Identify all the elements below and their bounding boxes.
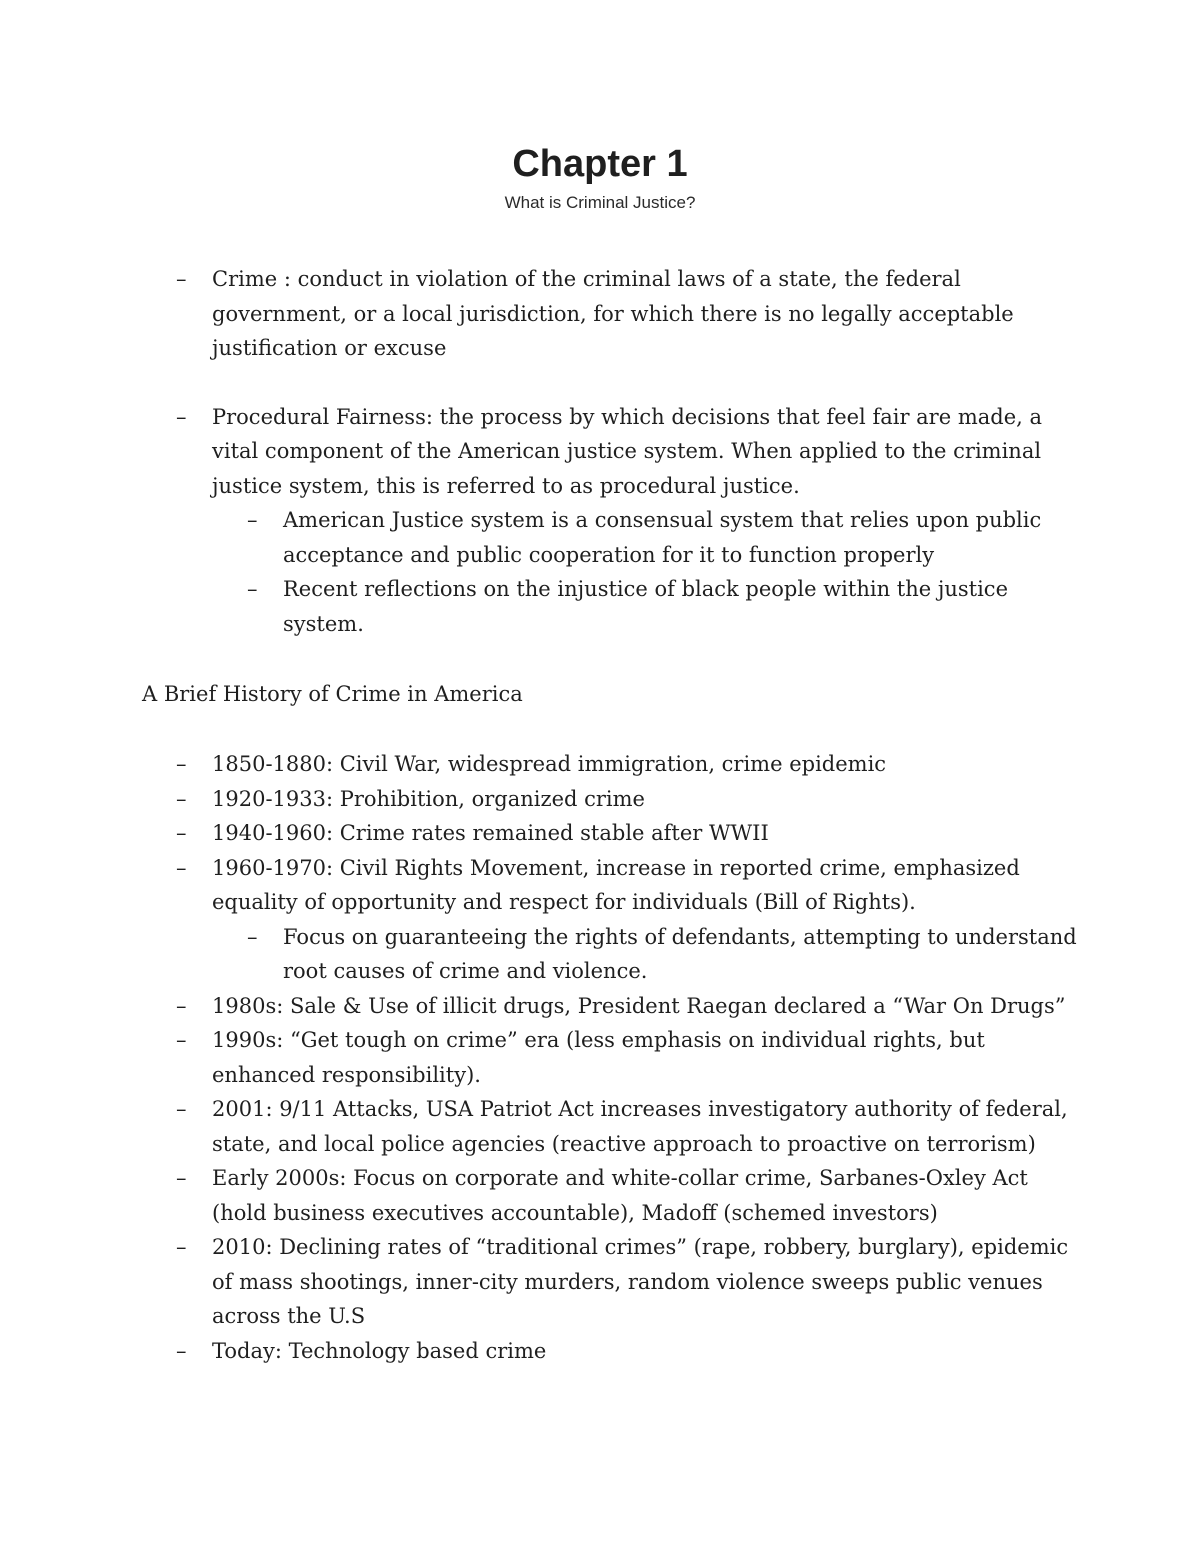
history-item (142, 782, 1082, 817)
definition-item-procedural-fairness (142, 400, 1082, 642)
chapter-title: Chapter 1 (512, 143, 688, 185)
history-item-text: Early 2000s: Focus on corporate and white-collar crime, Sarbanes-Oxley Act (hold business executives accountable), Madoff (schemed investors) (212, 1166, 1028, 1225)
history-item-text: Today: Technology based crime (212, 1338, 547, 1363)
definition-item-crime (142, 262, 1082, 366)
history-item (142, 816, 1082, 851)
history-item-text: 2001: 9/11 Attacks, USA Patriot Act increases investigatory authority of federal, state, and local police agencies (reactive approach to proactive on terrorism) (212, 1097, 1068, 1156)
history-item-text: 1980s: Sale & Use of illicit drugs, President Raegan declared a “War On Drugs” (212, 993, 1066, 1018)
history-item-text: 1960-1970: Civil Rights Movement, increase in reported crime, emphasized equality of opportunity and respect for individuals (Bill of Rights). (212, 855, 1020, 914)
history-list (142, 747, 1082, 1368)
sublist-item-text: Recent reflections on the injustice of black people within the justice system. (283, 577, 1008, 636)
history-item (142, 1023, 1082, 1092)
history-sublist (212, 920, 1082, 989)
section-heading: A Brief History of Crime in America (142, 682, 523, 706)
history-item-text: 1850-1880: Civil War, widespread immigration, crime epidemic (212, 752, 887, 776)
history-item (142, 1230, 1082, 1334)
history-item-text: 1940-1960: Crime rates remained stable after WWII (212, 821, 769, 845)
history-item-text: 1990s: “Get tough on crime” era (less emphasis on individual rights, but enhanced responsibility). (212, 1028, 985, 1087)
history-item (142, 989, 1082, 1024)
history-item (142, 1161, 1082, 1230)
history-item-text: 1920-1933: Prohibition, organized crime (212, 786, 645, 811)
definition-sublist (212, 503, 1082, 641)
sublist-item (212, 920, 1082, 989)
definition-text: Procedural Fairness: the process by which decisions that feel fair are made, a vital component of the American justice system. When applied to the criminal justice system, this is referred to as procedural justice. (212, 404, 1043, 498)
history-item (142, 851, 1082, 989)
history-item (142, 1334, 1082, 1369)
definition-text: Crime : conduct in violation of the criminal laws of a state, the federal government, or a local jurisdiction, for which there is no legally acceptable justification or excuse (212, 267, 1014, 360)
sublist-item (212, 572, 1082, 641)
chapter-subtitle: What is Criminal Justice? (504, 193, 696, 212)
sublist-item-text: American Justice system is a consensual system that relies upon public acceptance and public cooperation for it to function properly (283, 508, 1042, 567)
history-item-text: 2010: Declining rates of “traditional crimes” (rape, robbery, burglary), epidemic of mass shootings, inner-city murders, random violence sweeps public venues across the U.S (212, 1235, 1069, 1328)
sublist-item (212, 503, 1082, 572)
definitions-list (142, 262, 1082, 641)
history-item (142, 1092, 1082, 1161)
sublist-item-text: Focus on guaranteeing the rights of defendants, attempting to understand root causes of crime and violence. (283, 924, 1077, 983)
history-item (142, 747, 1082, 782)
